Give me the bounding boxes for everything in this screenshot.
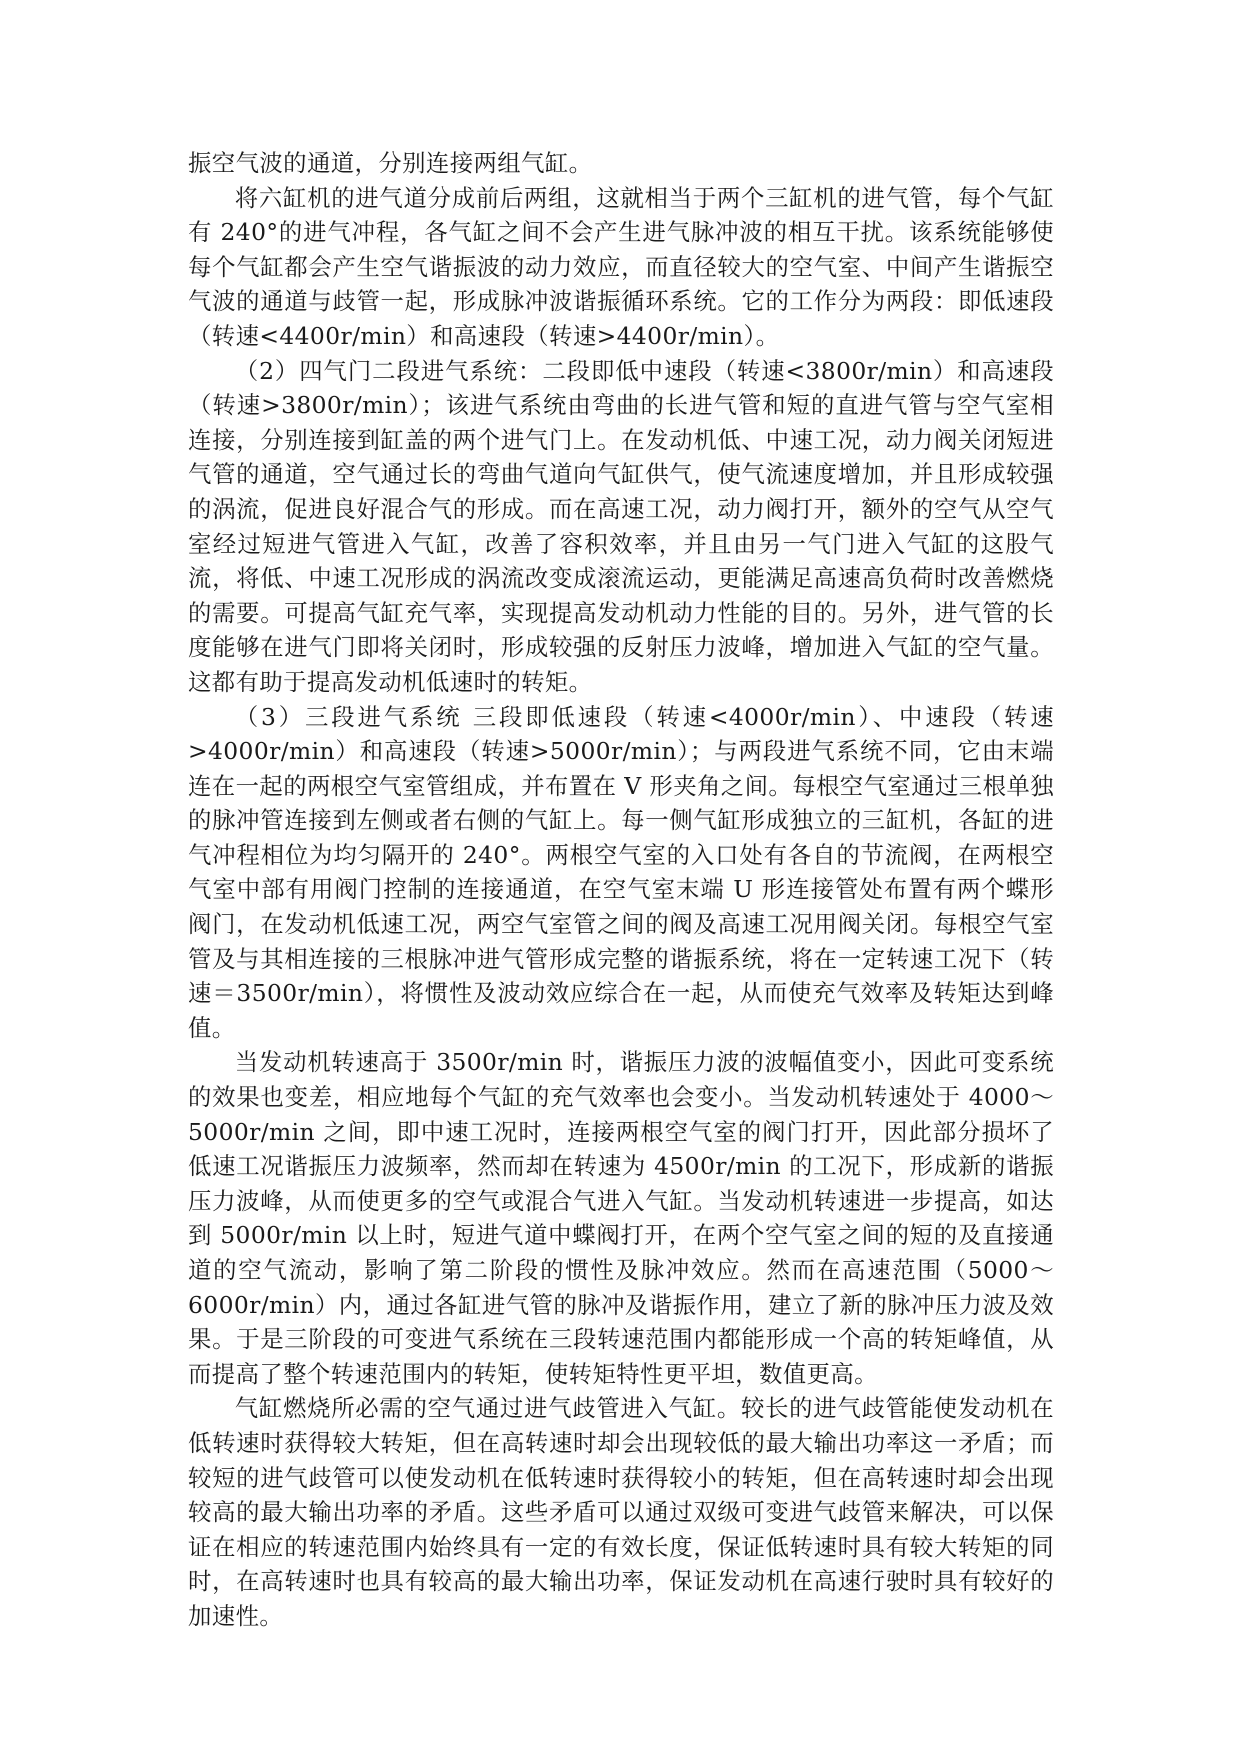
body-text [188, 146, 1054, 1634]
paragraph-continuation: 振空气波的通道，分别连接两组气缸。 [188, 149, 593, 177]
paragraph-six-cylinder-intake: 将六缸机的进气道分成前后两组，这就相当于两个三缸机的进气管，每个气缸有 240°的进气冲程，各气缸之间不会产生进气脉冲波的相互干扰。该系统能够使每个气缸都会产生空气谐振波的动力效应，而直径较大的空气室、中间产生谐振空气波的通道与歧管一起，形成脉冲波谐振循环系统。它的工作分为两段：即低速段（转速<4400r/min）和高速段（转速>4400r/min）。 [188, 183, 1054, 350]
paragraph-high-speed-behavior: 当发动机转速高于 3500r/min 时，谐振压力波的波幅值变小，因此可变系统的效果也变差，相应地每个气缸的充气效率也会变小。当发动机转速处于 4000～5000r/min 之间，即中速工况时，连接两根空气室的阀门打开，因此部分损坏了低速工况谐振压力波频率，然而却在转速为 4500r/min 的工况下，形成新的谐振压力波峰，从而使更多的空气或混合气进入气缸。当发动机转速进一步提高，如达到 5000r/min 以上时，短进气道中蝶阀打开，在两个空气室之间的短的及直接通道的空气流动，影响了第二阶段的惯性及脉冲效应。然而在高速范围（5000～6000r/min）内，通过各缸进气管的脉冲及谐振作用，建立了新的脉冲压力波及效果。于是三阶段的可变进气系统在三段转速范围内都能形成一个高的转矩峰值，从而提高了整个转速范围内的转矩，使转矩特性更平坦，数值更高。 [188, 1048, 1054, 1388]
paragraph-three-stage-intake: （3）三段进气系统 三段即低速段（转速<4000r/min）、中速段（转速>4000r/min）和高速段（转速>5000r/min）；与两段进气系统不同，它由末端连在一起的两根空气室管组成，并布置在 V 形夹角之间。每根空气室通过三根单独的脉冲管连接到左侧或者右侧的气缸上。每一侧气缸形成独立的三缸机，各缸的进气冲程相位为均匀隔开的 240°。两根空气室的入口处有各自的节流阀，在两根空气室中部有用阀门控制的连接通道，在空气室末端 U 形连接管处布置有两个蝶形阀门，在发动机低速工况，两空气室管之间的阀及高速工况用阀关闭。每根空气室管及与其相连接的三根脉冲进气管形成完整的谐振系统，将在一定转速工况下（转速＝3500r/min），将惯性及波动效应综合在一起，从而使充气效率及转矩达到峰值。 [188, 702, 1054, 1042]
paragraph-variable-manifold: 气缸燃烧所必需的空气通过进气歧管进入气缸。较长的进气歧管能使发动机在低转速时获得较大转矩，但在高转速时却会出现较低的最大输出功率这一矛盾；而较短的进气歧管可以使发动机在低转速时获得较小的转矩，但在高转速时却会出现较高的最大输出功率的矛盾。这些矛盾可以通过双级可变进气歧管来解决，可以保证在相应的转速范围内始终具有一定的有效长度，保证低转速时具有较大转矩的同时，在高转速时也具有较高的最大输出功率，保证发动机在高速行驶时具有较好的加速性。 [188, 1394, 1054, 1630]
paragraph-two-stage-intake: （2）四气门二段进气系统：二段即低中速段（转速<3800r/min）和高速段（转速>3800r/min）；该进气系统由弯曲的长进气管和短的直进气管与空气室相连接，分别连接到缸盖的两个进气门上。在发动机低、中速工况，动力阀关闭短进气管的通道，空气通过长的弯曲气道向气缸供气，使气流速度增加，并且形成较强的涡流，促进良好混合气的形成。而在高速工况，动力阀打开，额外的空气从空气室经过短进气管进入气缸，改善了容积效率，并且由另一气门进入气缸的这股气流，将低、中速工况形成的涡流改变成滚流运动，更能满足高速高负荷时改善燃烧的需要。可提高气缸充气率，实现提高发动机动力性能的目的。另外，进气管的长度能够在进气门即将关闭时，形成较强的反射压力波峰，增加进入气缸的空气量。这都有助于提高发动机低速时的转矩。 [188, 356, 1054, 696]
